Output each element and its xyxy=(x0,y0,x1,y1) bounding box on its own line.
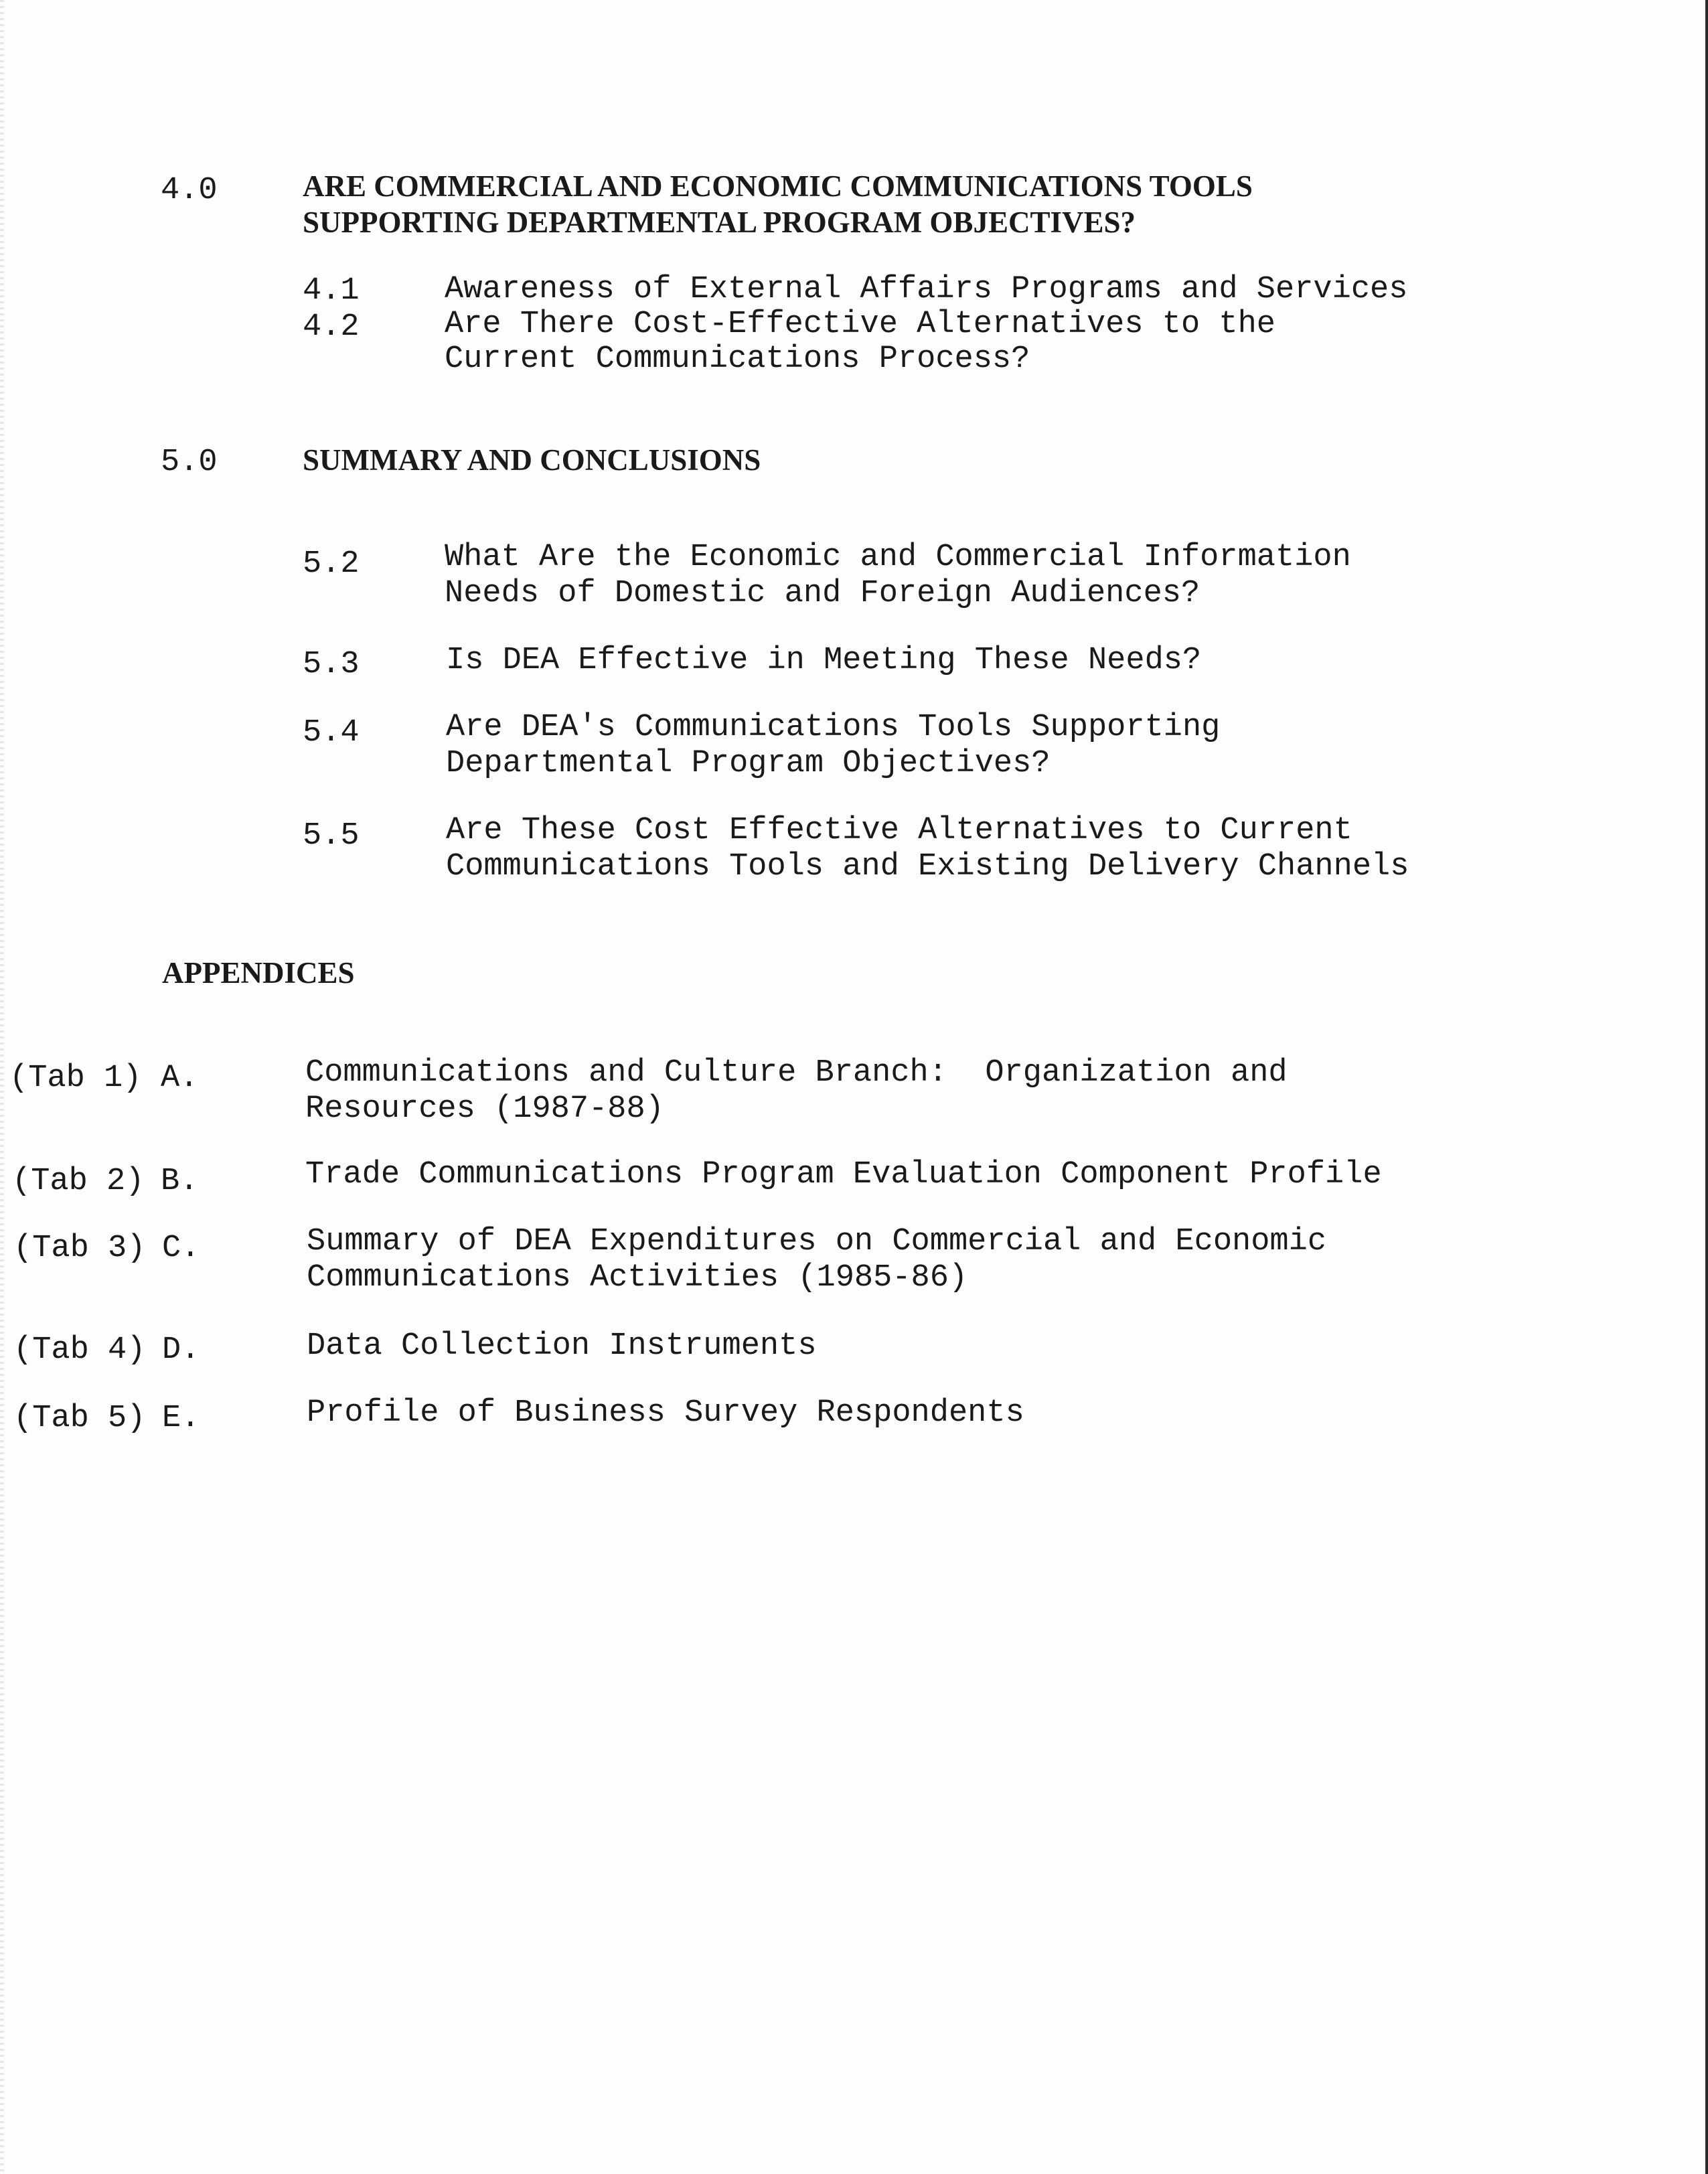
appendix-letter: E. xyxy=(162,1401,200,1436)
section-title-line-2: SUPPORTING DEPARTMENTAL PROGRAM OBJECTIVES? xyxy=(303,206,1136,239)
appendix-text: Communications and Culture Branch: Organization and xyxy=(305,1055,1288,1091)
item-text-continuation: Departmental Program Objectives? xyxy=(446,746,1051,781)
item-text-continuation: Needs of Domestic and Foreign Audiences? xyxy=(445,576,1200,611)
appendix-tab: (Tab 4) xyxy=(13,1332,146,1368)
item-number: 5.2 xyxy=(303,546,360,582)
appendix-text-continuation: Resources (1987-88) xyxy=(305,1091,664,1127)
item-text: Are These Cost Effective Alternatives to Current xyxy=(446,813,1352,848)
item-number: 5.4 xyxy=(303,715,360,751)
appendix-tab: (Tab 1) xyxy=(9,1061,142,1096)
appendix-tab: (Tab 5) xyxy=(13,1401,146,1436)
appendix-letter: B. xyxy=(161,1164,199,1199)
appendix-text: Data Collection Instruments xyxy=(307,1328,817,1364)
appendix-tab: (Tab 3) xyxy=(13,1231,146,1266)
appendix-text: Profile of Business Survey Respondents xyxy=(307,1395,1024,1431)
item-text-continuation: Communications Tools and Existing Delivery Channels xyxy=(446,849,1409,884)
item-text-continuation: Current Communications Process? xyxy=(445,341,1030,377)
section-number: 4.0 xyxy=(161,173,218,208)
item-text: Is DEA Effective in Meeting These Needs? xyxy=(446,643,1202,678)
item-number: 4.1 xyxy=(303,273,360,309)
item-text: Awareness of External Affairs Programs and Services xyxy=(445,272,1408,307)
appendix-tab: (Tab 2) xyxy=(12,1164,145,1199)
appendices-heading: APPENDICES xyxy=(162,956,355,990)
item-number: 5.5 xyxy=(303,818,360,854)
item-number: 5.3 xyxy=(303,647,360,682)
scan-edge-right xyxy=(1705,0,1708,2174)
appendix-letter: C. xyxy=(162,1231,200,1266)
scan-edge-left xyxy=(0,0,4,2174)
section-number: 5.0 xyxy=(161,445,218,480)
appendix-text-continuation: Communications Activities (1985-86) xyxy=(307,1260,968,1296)
item-text: What Are the Economic and Commercial Information xyxy=(445,540,1351,575)
appendix-letter: D. xyxy=(162,1332,200,1368)
section-title-line-1: ARE COMMERCIAL AND ECONOMIC COMMUNICATIONS TOOLS xyxy=(303,169,1253,203)
appendix-text: Trade Communications Program Evaluation Component Profile xyxy=(305,1157,1382,1192)
item-text: Are There Cost-Effective Alternatives to the xyxy=(445,307,1276,342)
item-text: Are DEA's Communications Tools Supporting xyxy=(446,710,1221,745)
appendix-text: Summary of DEA Expenditures on Commercial and Economic xyxy=(307,1224,1327,1259)
appendix-letter: A. xyxy=(161,1061,199,1096)
item-number: 4.2 xyxy=(303,309,360,345)
section-title-line-1: SUMMARY AND CONCLUSIONS xyxy=(303,443,761,477)
